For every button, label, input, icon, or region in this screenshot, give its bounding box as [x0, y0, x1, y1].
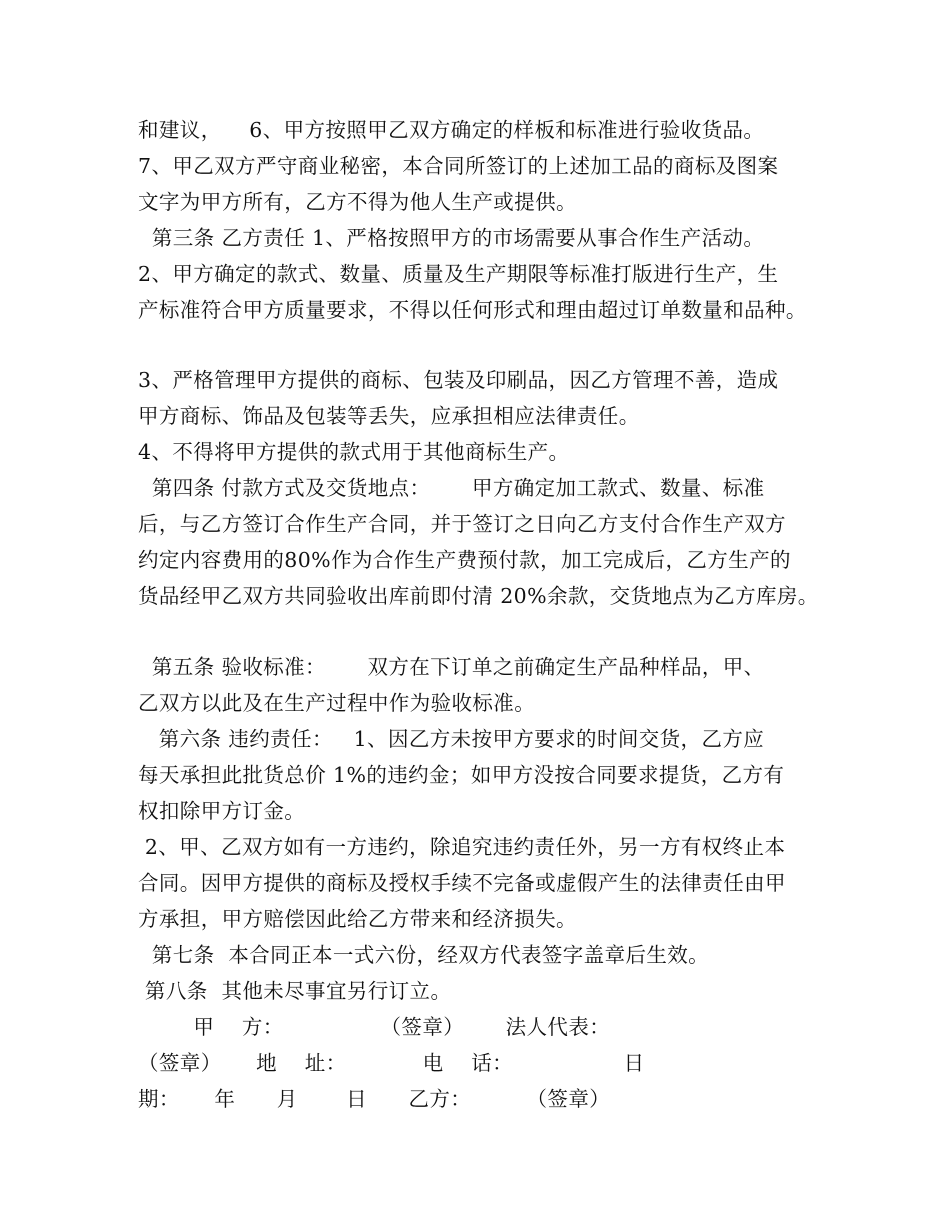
text-line: 产标准符合甲方质量要求，不得以任何形式和理由超过订单数量和品种。: [138, 298, 807, 322]
text-line: 约定内容费用的80%作为合作生产费预付款，加工完成后，乙方生产的: [138, 548, 791, 572]
text-line: 乙双方以此及在生产过程中作为验收标准。: [138, 691, 536, 715]
article-6-heading: 第六条 违约责任： 1、因乙方未按甲方要求的时间交货，乙方应: [138, 727, 765, 751]
text-line: 方承担，甲方赔偿因此给乙方带来和经济损失。: [138, 907, 577, 931]
signature-line-date: 期： 年 月 日 乙方： （签章）: [138, 1087, 611, 1111]
text-line: 货品经甲乙双方共同验收出库前即付清 20%余款，交货地点为乙方库房。: [138, 584, 819, 608]
text-line: 甲方商标、饰品及包装等丢失，应承担相应法律责任。: [138, 404, 640, 428]
signature-line-party-a: 甲 方： （签章） 法人代表：: [138, 1015, 611, 1039]
text-line: 合同。因甲方提供的商标及授权手续不完备或虚假产生的法律责任由甲: [138, 871, 786, 895]
text-line: 和建议， 6、甲方按照甲乙双方确定的样板和标准进行验收货品。: [138, 118, 765, 142]
article-5-heading: 第五条 验收标准： 双方在下订单之前确定生产品种样品，甲、: [138, 655, 765, 679]
text-line: 后，与乙方签订合作生产合同，并于签订之日向乙方支付合作生产双方: [138, 512, 786, 536]
article-7-heading: 第七条 本合同正本一式六份，经双方代表签字盖章后生效。: [138, 943, 710, 967]
text-line: 2、甲、乙双方如有一方违约，除追究违约责任外，另一方有权终止本: [138, 835, 786, 859]
text-line: 7、甲乙双方严守商业秘密，本合同所签订的上述加工品的商标及图案: [138, 154, 779, 178]
text-line: 4、不得将甲方提供的款式用于其他商标生产。: [138, 440, 570, 464]
text-line: 2、甲方确定的款式、数量、质量及生产期限等标准打版进行生产，生: [138, 262, 779, 286]
text-line: 权扣除甲方订金。: [138, 799, 306, 823]
article-4-heading: 第四条 付款方式及交货地点： 甲方确定加工款式、数量、标准: [138, 476, 765, 500]
text-line: 3、严格管理甲方提供的商标、包装及印刷品，因乙方管理不善，造成: [138, 368, 779, 392]
signature-line-address: （签章） 地 址： 电 话： 日: [138, 1051, 645, 1075]
article-8-heading: 第八条 其他未尽事宜另行订立。: [138, 979, 452, 1003]
text-line: 每天承担此批货总价 1%的违约金；如甲方没按合同要求提货，乙方有: [138, 763, 785, 787]
article-3-heading: 第三条 乙方责任 1、严格按照甲方的市场需要从事合作生产活动。: [138, 226, 765, 250]
text-line: 文字为甲方所有，乙方不得为他人生产或提供。: [138, 190, 577, 214]
